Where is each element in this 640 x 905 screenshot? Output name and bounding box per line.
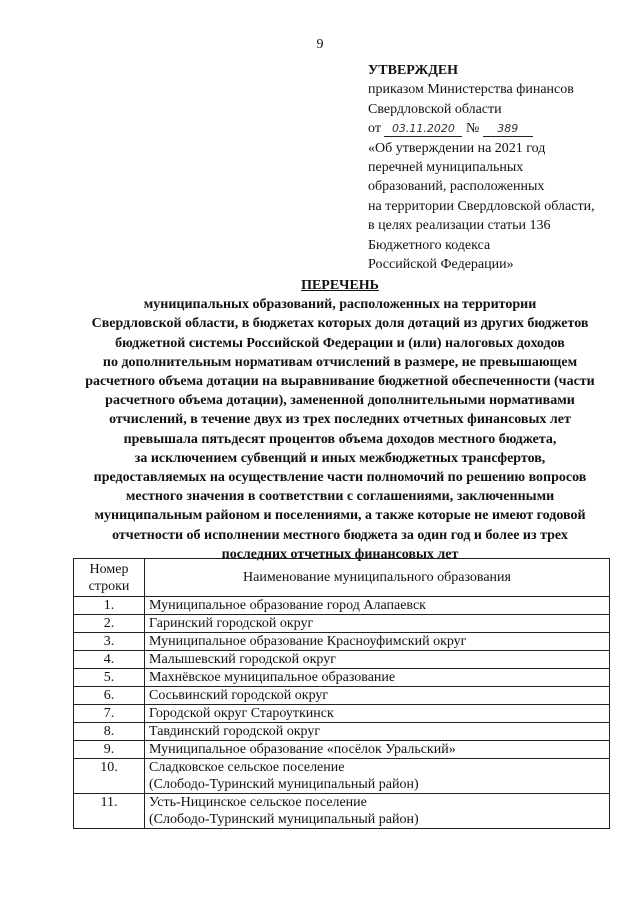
row-name: Муниципальное образование «посёлок Уральский» (145, 741, 610, 759)
heading-line: расчетного объема дотации на выравнивание бюджетной обеспеченности (части (85, 374, 595, 390)
table-row (74, 651, 610, 669)
heading-title: ПЕРЕЧЕНЬ (301, 278, 379, 293)
table-row (74, 723, 610, 741)
approval-desc-line: Российской Федерации» (368, 257, 514, 273)
row-number: 7. (74, 705, 145, 723)
table-row (74, 597, 610, 615)
row-name (145, 759, 610, 794)
row-number: 10. (74, 759, 145, 794)
row-name: Муниципальное образование город Алапаевск (145, 597, 610, 615)
header-row-number (74, 559, 145, 597)
heading-line: предоставляемых на осуществление части полномочий по решению вопросов (93, 470, 587, 486)
heading-line: отчетности об исполнении местного бюджета за один год и более из трех (112, 527, 568, 543)
row-name: Гаринский городской округ (145, 615, 610, 633)
heading-line: местного значения в соответствии с соглашениями, заключенными (125, 489, 555, 505)
header-row-number-line-1: Номер (89, 561, 129, 577)
approval-line-2: Свердловской области (368, 101, 502, 117)
table-row (74, 705, 610, 723)
heading-line: отчислений, в течение двух из трех последних отчетных финансовых лет (109, 412, 571, 428)
row-name: Муниципальное образование Красноуфимский округ (145, 633, 610, 651)
document-heading (60, 276, 620, 564)
row-number: 4. (74, 651, 145, 669)
row-number: 11. (74, 794, 145, 829)
table-row (74, 794, 610, 829)
heading-line: Свердловской области, в бюджетах которых доля дотаций из других бюджетов (91, 316, 589, 332)
header-row-number-line-2: строки (88, 578, 130, 594)
row-name: Городской округ Староуткинск (145, 705, 610, 723)
heading-line: муниципальных образований, расположенных на территории (143, 297, 537, 313)
approval-desc-line: Бюджетного кодекса (368, 237, 491, 253)
row-number: 1. (74, 597, 145, 615)
approval-desc-line: на территории Свердловской области, (368, 198, 595, 214)
number-label: № (465, 121, 480, 137)
table-row (74, 615, 610, 633)
row-number: 2. (74, 615, 145, 633)
heading-line: расчетного объема дотации), замененной дополнительными нормативами (105, 393, 575, 409)
handwritten-date: 03.11.2020 (384, 122, 462, 137)
approval-desc-line: образований, расположенных (368, 179, 545, 195)
row-name-line-2: (Слободо-Туринский муниципальный район) (149, 777, 419, 792)
approval-block (368, 61, 628, 274)
approval-desc-line: перечней муниципальных (368, 160, 524, 176)
heading-line: по дополнительным нормативам отчислений в размере, не превышающем (102, 354, 578, 370)
row-name: Малышевский городской округ (145, 651, 610, 669)
approval-date-line (368, 119, 628, 138)
row-name-line-1: Усть-Ницинское сельское поселение (149, 795, 367, 810)
handwritten-number: 389 (483, 122, 533, 137)
row-number: 6. (74, 687, 145, 705)
row-name-line-2: (Слободо-Туринский муниципальный район) (149, 812, 419, 827)
table-header-row (74, 559, 610, 597)
row-name: Тавдинский городской округ (145, 723, 610, 741)
heading-line: за исключением субвенций и иных межбюджетных трансфертов, (134, 450, 546, 466)
heading-line: последних отчетных финансовых лет (221, 546, 459, 562)
row-name: Сосьвинский городской округ (145, 687, 610, 705)
page-number: 9 (316, 37, 324, 52)
heading-line: бюджетной системы Российской Федерации и (или) налоговых доходов (115, 335, 565, 351)
table-row (74, 741, 610, 759)
row-name: Махнёвское муниципальное образование (145, 669, 610, 687)
approval-line-1: приказом Министерства финансов (368, 82, 574, 98)
row-number: 9. (74, 741, 145, 759)
heading-line: муниципальным районом и поселениями, а также которые не имеют годовой (94, 508, 586, 524)
heading-line: превышала пятьдесят процентов объема доходов местного бюджета, (123, 431, 557, 447)
municipalities-table (73, 558, 610, 829)
row-number: 5. (74, 669, 145, 687)
table-row (74, 669, 610, 687)
row-name-line-1: Сладковское сельское поселение (149, 760, 345, 775)
approval-desc-line: «Об утверждении на 2021 год (368, 140, 546, 156)
header-municipality-name: Наименование муниципального образования (145, 559, 610, 597)
row-number: 3. (74, 633, 145, 651)
table-row (74, 759, 610, 794)
table-row (74, 687, 610, 705)
row-number: 8. (74, 723, 145, 741)
from-label: от (368, 121, 381, 137)
approval-desc-line: в целях реализации статьи 136 (368, 218, 551, 234)
row-name (145, 794, 610, 829)
table-row (74, 633, 610, 651)
approval-title: УТВЕРЖДЕН (368, 63, 459, 78)
